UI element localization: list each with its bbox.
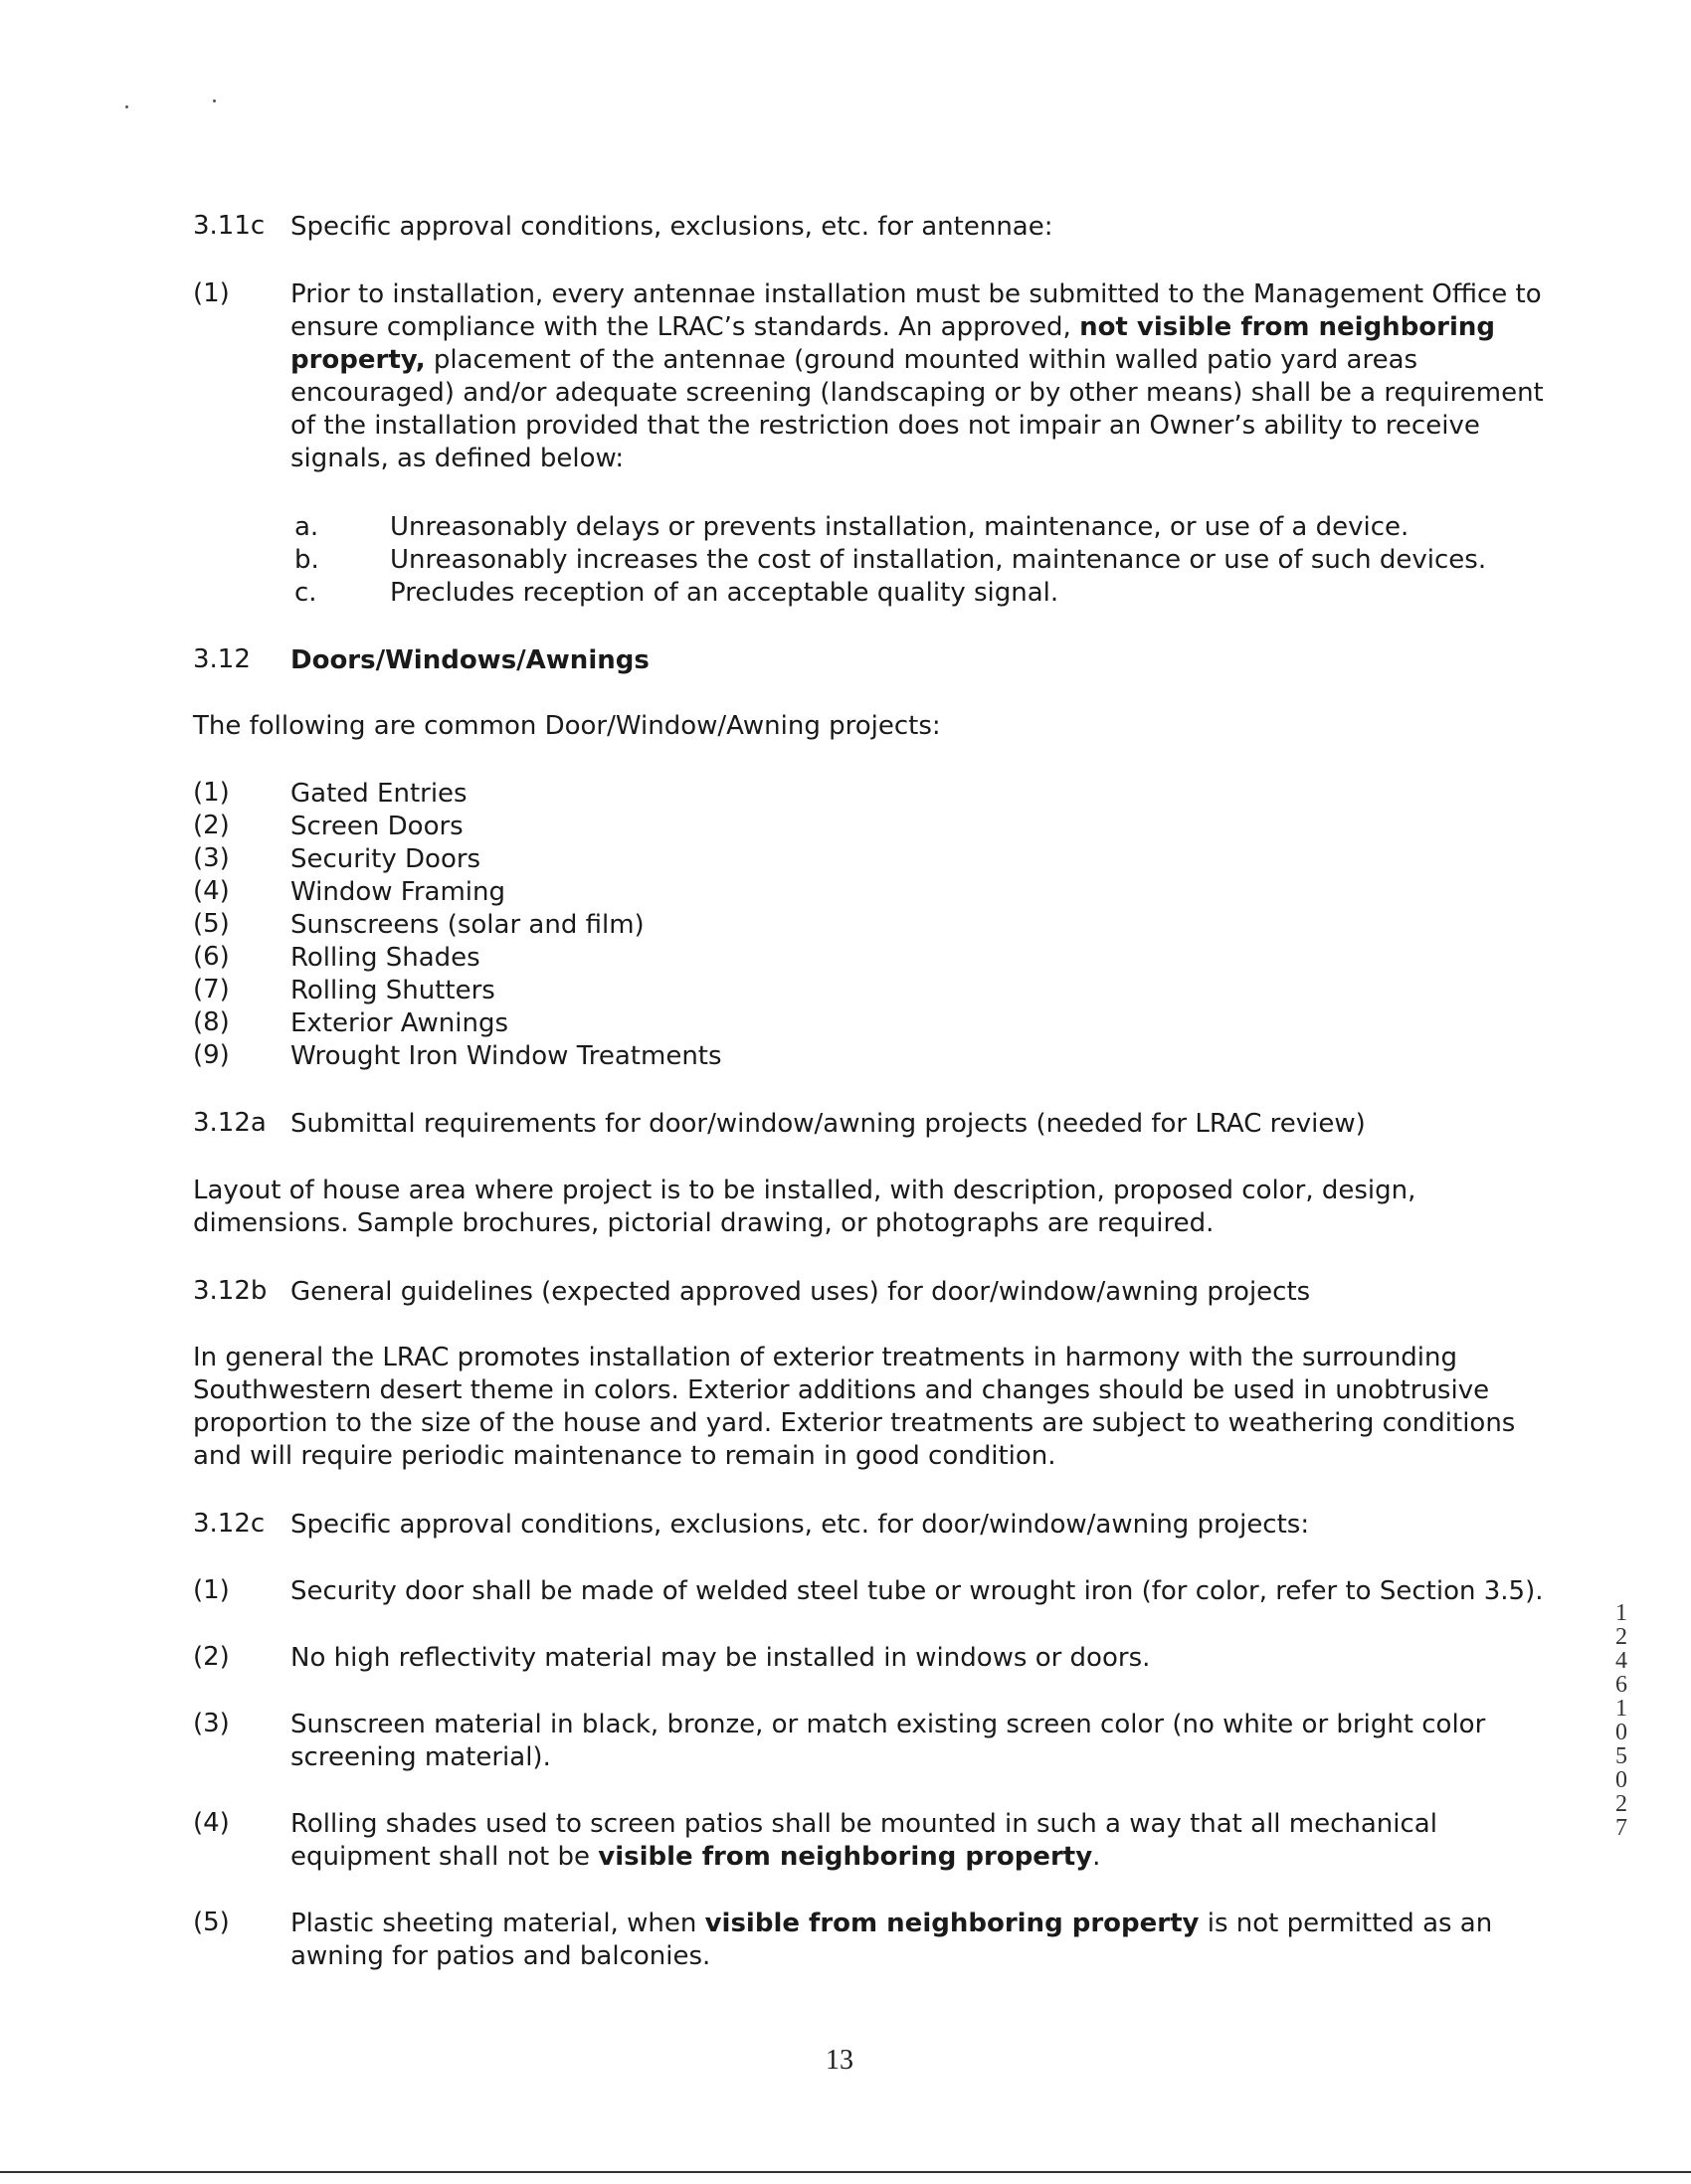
section-number: 3.11c	[193, 211, 266, 241]
paragraph-line: property, placement of the antennae (ground mounted within walled patio yard areas	[290, 345, 1418, 375]
list-marker: (8)	[193, 1007, 230, 1037]
list-item: Rolling Shutters	[290, 976, 495, 1005]
list-item: Exterior Awnings	[290, 1008, 509, 1038]
section-number: 3.12c	[193, 1509, 266, 1539]
emphasis: visible from neighboring property	[598, 1842, 1093, 1872]
item-text: Rolling shades used to screen patios shall be mounted in such a way that all mechanical	[290, 1809, 1437, 1839]
section-number: 3.12	[193, 644, 251, 674]
paragraph-line: signals, as defined below:	[290, 444, 625, 473]
emphasis: not visible from neighboring	[1079, 312, 1496, 342]
section-title: Submittal requirements for door/window/awning projects (needed for LRAC review)	[290, 1109, 1366, 1139]
subitem-marker: b.	[294, 545, 319, 575]
item-text: screening material).	[290, 1742, 551, 1772]
list-marker: (4)	[193, 876, 230, 906]
item-text: awning for patios and balconies.	[290, 1941, 711, 1971]
item-text: equipment shall not be visible from neighboring property.	[290, 1842, 1101, 1872]
item-marker: (1)	[193, 1575, 230, 1605]
paragraph-line: of the installation provided that the restriction does not impair an Owner’s ability to receive	[290, 411, 1480, 441]
subitem-text: Unreasonably delays or prevents installation, maintenance, or use of a device.	[390, 512, 1409, 542]
item-text: No high reflectivity material may be installed in windows or doors.	[290, 1643, 1151, 1673]
list-marker: (6)	[193, 942, 230, 972]
list-item: Wrought Iron Window Treatments	[290, 1041, 722, 1071]
list-marker: (3)	[193, 843, 230, 873]
list-item: Gated Entries	[290, 779, 468, 809]
emphasis: property,	[290, 345, 426, 375]
item-marker: (5)	[193, 1908, 230, 1937]
paragraph-line: In general the LRAC promotes installation of exterior treatments in harmony with the surrounding	[193, 1343, 1458, 1372]
item-marker: (2)	[193, 1642, 230, 1672]
list-item: Sunscreens (solar and film)	[290, 910, 645, 940]
item-marker: (1)	[193, 278, 230, 308]
intro-text: The following are common Door/Window/Awning projects:	[193, 711, 941, 741]
paragraph-line: proportion to the size of the house and yard. Exterior treatments are subject to weathering conditions	[193, 1408, 1516, 1438]
scan-speck	[213, 99, 216, 102]
list-marker: (1)	[193, 778, 230, 808]
section-number: 3.12b	[193, 1276, 268, 1306]
item-text: Security door shall be made of welded steel tube or wrought iron (for color, refer to Section 3.5).	[290, 1576, 1544, 1606]
list-item: Rolling Shades	[290, 943, 480, 973]
item-marker: (4)	[193, 1808, 230, 1838]
subitem-marker: a.	[294, 512, 319, 542]
list-item: Security Doors	[290, 844, 481, 874]
paragraph-line: Layout of house area where project is to be installed, with description, proposed color, design,	[193, 1176, 1416, 1205]
paragraph-line: ensure compliance with the LRAC’s standards. An approved, not visible from neighboring	[290, 312, 1496, 342]
scan-speck	[125, 105, 128, 108]
emphasis: visible from neighboring property	[704, 1909, 1200, 1938]
section-title: Specific approval conditions, exclusions, etc. for door/window/awning projects:	[290, 1510, 1310, 1540]
paragraph-line: and will require periodic maintenance to remain in good condition.	[193, 1441, 1056, 1471]
subitem-text: Unreasonably increases the cost of installation, maintenance or use of such devices.	[390, 545, 1487, 575]
section-heading: Doors/Windows/Awnings	[290, 645, 650, 675]
paragraph-line: Southwestern desert theme in colors. Exterior additions and changes should be used in unobtrusive	[193, 1375, 1490, 1405]
section-title: General guidelines (expected approved uses) for door/window/awning projects	[290, 1277, 1311, 1307]
list-marker: (5)	[193, 909, 230, 939]
document-id-stamp: 1 2 4 6 1 0 5 0 2 7	[1615, 1600, 1627, 1841]
subitem-marker: c.	[294, 578, 317, 608]
item-marker: (3)	[193, 1709, 230, 1738]
list-marker: (7)	[193, 975, 230, 1004]
section-title: Specific approval conditions, exclusions, etc. for antennae:	[290, 212, 1053, 242]
page-number: 13	[826, 2045, 853, 2076]
paragraph-line: Prior to installation, every antennae installation must be submitted to the Management Office to	[290, 279, 1542, 309]
item-text: Plastic sheeting material, when visible from neighboring property is not permitted as an	[290, 1909, 1493, 1938]
scan-border	[0, 2171, 1691, 2173]
section-number: 3.12a	[193, 1108, 267, 1138]
list-marker: (2)	[193, 811, 230, 840]
item-text: Sunscreen material in black, bronze, or match existing screen color (no white or bright color	[290, 1710, 1486, 1739]
list-marker: (9)	[193, 1040, 230, 1070]
paragraph-line: dimensions. Sample brochures, pictorial drawing, or photographs are required.	[193, 1208, 1215, 1238]
list-item: Window Framing	[290, 877, 505, 907]
list-item: Screen Doors	[290, 812, 464, 841]
paragraph-line: encouraged) and/or adequate screening (landscaping or by other means) shall be a requirement	[290, 378, 1544, 408]
subitem-text: Precludes reception of an acceptable quality signal.	[390, 578, 1059, 608]
